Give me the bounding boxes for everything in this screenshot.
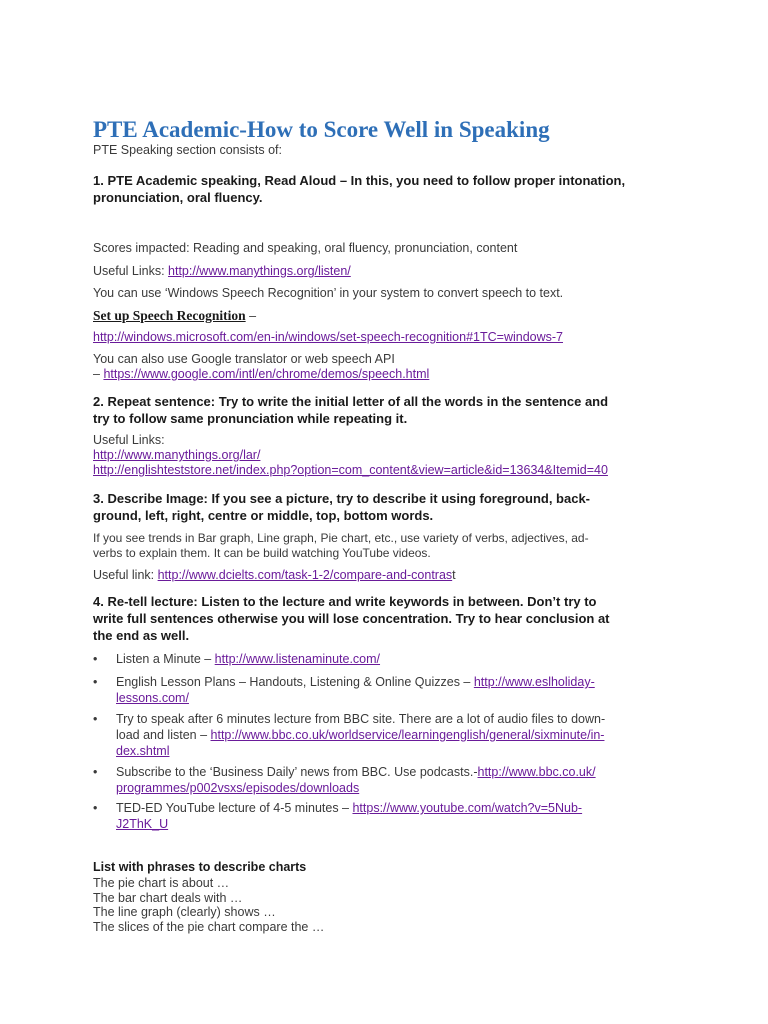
phrase-item: The slices of the pie chart compare the … [93,919,325,934]
phrase-item: The pie chart is about … [93,876,230,890]
google-speech-link[interactable]: https://www.google.com/intl/en/chrome/demos/speech.html [103,367,430,381]
scores-impacted-text: Scores impacted: Reading and speaking, oral fluency, pronunciation, content [93,241,518,255]
section-2-links: Useful Links: http://www.manythings.org/lar/ http://englishteststore.net/index.php?option=com_content&view=article&id=13634&Itemid=40 [93,433,608,477]
intro-text: PTE Speaking section consists of: [93,143,282,157]
youtube-ted-link-cont[interactable]: J2ThK_U [116,817,169,831]
manythings-listen-link[interactable]: http://www.manythings.org/listen/ [168,264,351,278]
section-3-heading: 3. Describe Image: If you see a picture, try to describe it using foreground, back- ground, left, right, centre or middle, top, bottom words. [93,491,591,523]
setup-speech-link-line [93,330,563,344]
bbc-podcast-link-cont[interactable]: programmes/p002vsxs/episodes/downloads [116,781,360,795]
phrase-item: The bar chart deals with … [93,890,243,905]
google-speech-block: You can also use Google translator or web speech API – https://www.google.com/intl/en/chrome/demos/speech.html [93,352,430,381]
phrases-heading: List with phrases to describe charts [93,860,307,874]
page-title: PTE Academic-How to Score Well in Speaking [93,117,550,142]
section-3-useful-link: Useful link: http://www.dcielts.com/task-1-2/compare-and-contrast [93,568,456,582]
bbc-podcast-link[interactable]: http://www.bbc.co.uk/ [477,765,596,779]
windows-speech-text: You can use ‘Windows Speech Recognition’ in your system to convert speech to text. [93,286,564,300]
phrase-item: The line graph (clearly) shows … [93,905,276,919]
bbc-sixminute-link-cont[interactable]: dex.shtml [116,744,170,758]
bbc-sixminute-link[interactable]: http://www.bbc.co.uk/worldservice/learningenglish/general/sixminute/in- [210,728,605,742]
listenaminute-link[interactable]: http://www.listenaminute.com/ [214,652,381,666]
eslholiday-link[interactable]: http://www.eslholiday- [473,675,595,689]
section-4-heading: 4. Re-tell lecture: Listen to the lecture and write keywords in between. Don’t try to write full sentences otherwise you will lose concentration. Try to hear conclusion at the end as well. [93,594,610,643]
section-2-heading: 2. Repeat sentence: Try to write the initial letter of all the words in the sentence and try to follow same pronunciation while repeating it. [93,394,609,426]
eslholiday-link-cont[interactable]: lessons.com/ [116,691,189,705]
englishteststore-link[interactable]: http://englishteststore.net/index.php?option=com_content&view=article&id=13634&Itemid=40 [93,463,608,477]
setup-speech-label: Set up Speech Recognition [93,308,246,323]
phrases-list [93,876,324,934]
manythings-lar-link[interactable]: http://www.manythings.org/lar/ [93,448,261,462]
section-1-heading: 1. PTE Academic speaking, Read Aloud – In this, you need to follow proper intonation, pronunciation, oral fluency. [93,173,626,205]
dcielts-link[interactable]: http://www.dcielts.com/task-1-2/compare-and-contras [157,568,453,582]
youtube-ted-link[interactable]: https://www.youtube.com/watch?v=5Nub- [352,801,583,815]
setup-speech-line: Set up Speech Recognition – [93,308,257,323]
windows-speech-link[interactable]: http://windows.microsoft.com/en-in/windows/set-speech-recognition#1TC=windows-7 [93,330,563,344]
section-3-body: If you see trends in Bar graph, Line graph, Pie chart, etc., use variety of verbs, adjectives, ad- verbs to explain them. It can be build watching YouTube videos. [93,531,589,560]
useful-links-line: Useful Links: http://www.manythings.org/listen/ [93,264,351,278]
